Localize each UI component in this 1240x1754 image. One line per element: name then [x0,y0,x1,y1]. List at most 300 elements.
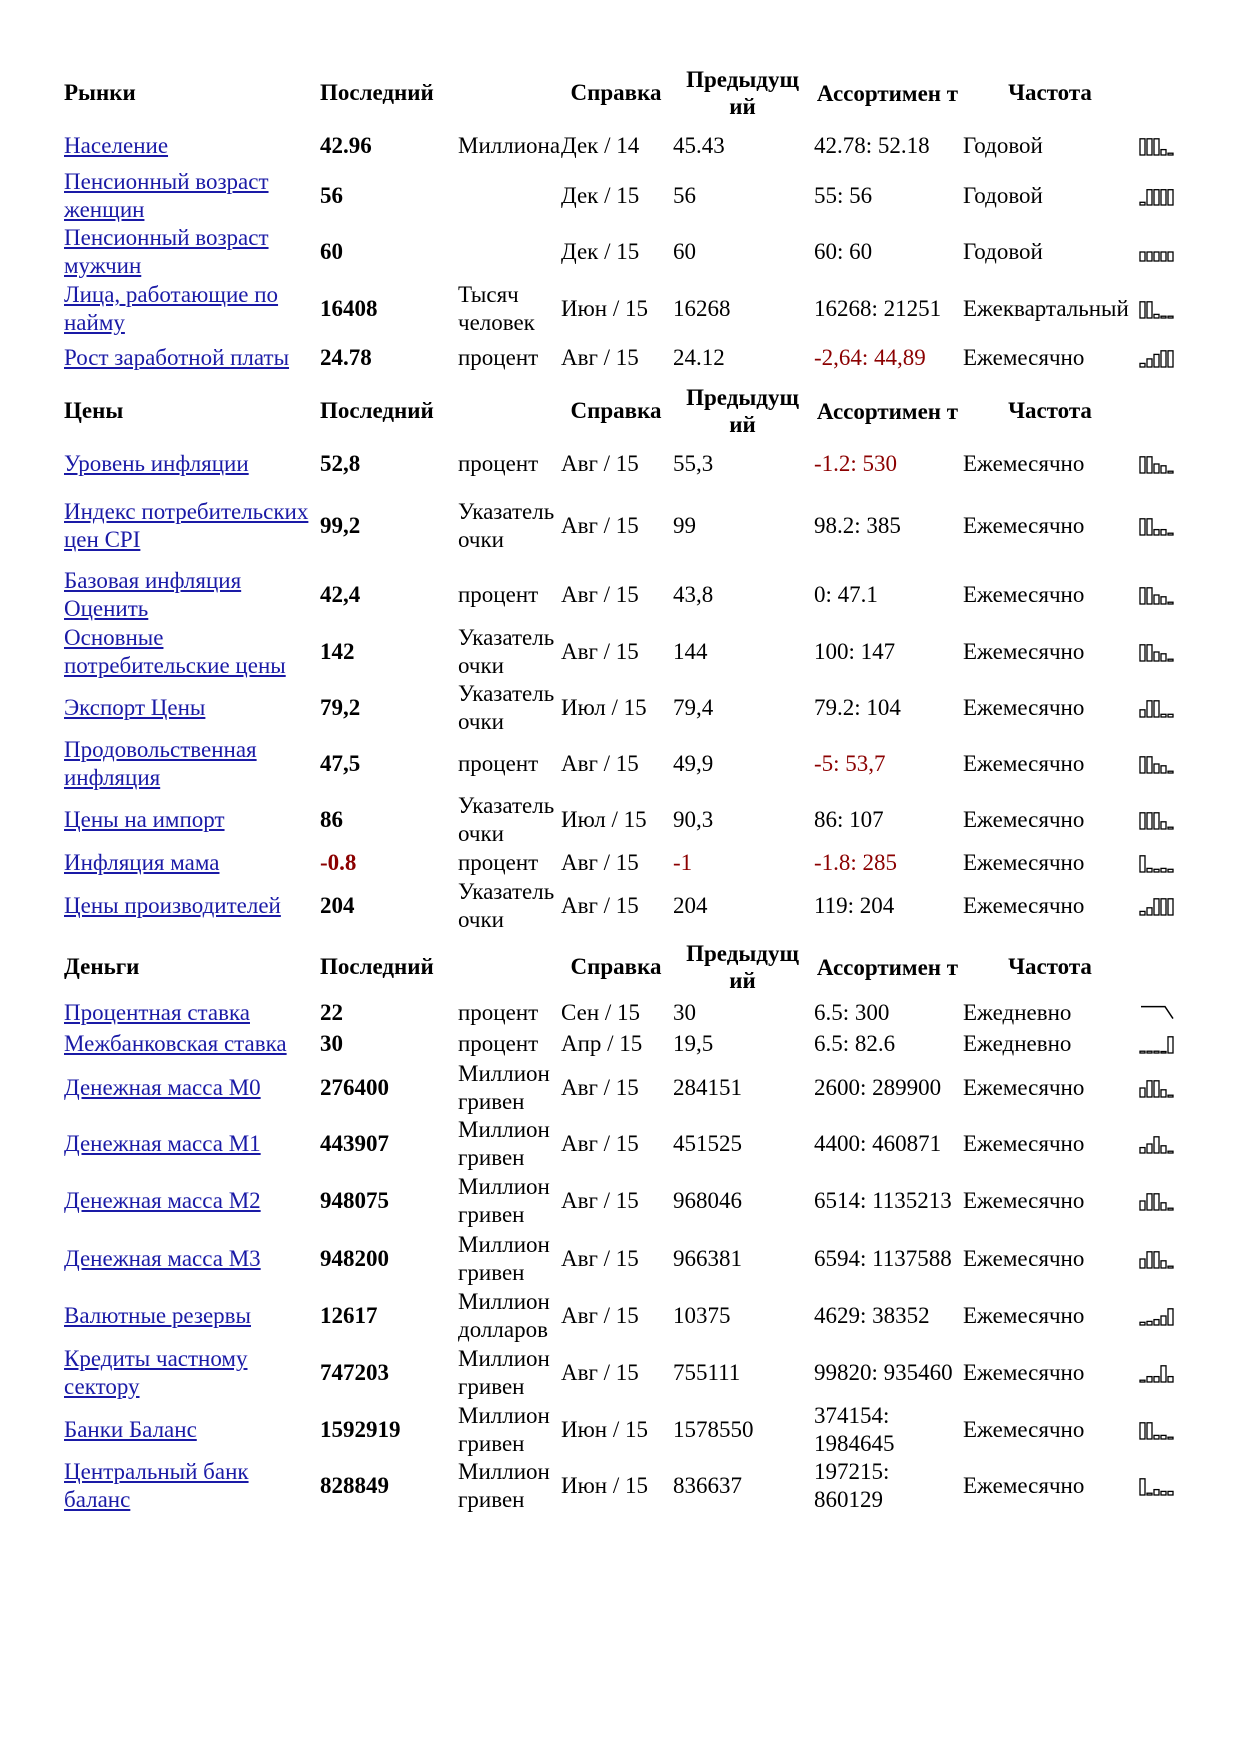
sparkline-cell[interactable] [1137,1458,1192,1514]
last-value: 276400 [320,1075,389,1100]
frequency: Ежемесячно [963,751,1085,776]
indicator-link[interactable]: Основные потребительские цены [64,625,286,678]
sparkline-bar [1140,519,1145,535]
last-value: 12617 [320,1303,378,1328]
frequency: Ежемесячно [963,345,1085,370]
sparkline-bar [1140,363,1145,367]
indicator-link[interactable]: Денежная масса M1 [64,1131,261,1156]
last-value: 142 [320,639,355,664]
indicator-link[interactable]: Население [64,133,169,158]
indicator-link[interactable]: Лица, работающие по найму [64,282,279,335]
col-unit [456,60,559,124]
indicator-link[interactable]: Валютные резервы [64,1303,251,1328]
sparkline-bar [1154,1137,1159,1153]
sparkline-bar [1154,652,1159,661]
unit-label: процент [458,345,539,370]
sparkline-bar [1168,1037,1173,1053]
sparkline-bar [1161,714,1166,717]
indicator-cell [62,168,318,224]
previous-value: 836637 [673,1473,742,1498]
sparkline-bar [1161,597,1166,604]
section-header [62,934,1192,998]
last-value: 79,2 [320,695,361,720]
indicator-cell [62,124,318,168]
unit-label: процент [458,1000,539,1025]
last-value: -0.8 [320,850,357,875]
range-value: 6594: 1137588 [814,1246,952,1271]
range-value: 6.5: 300 [814,1000,890,1025]
sparkline-bar [1140,202,1145,205]
indicator-cell [62,792,318,848]
frequency: Ежемесячно [963,1131,1085,1156]
sparkline-bar [1168,1377,1173,1382]
unit-label: Миллион гривен [458,1061,550,1114]
indicator-document [62,60,1192,1514]
range-value: 55: 56 [814,183,873,208]
sparkline-icon [1139,1078,1175,1098]
col-range: Ассортимен т [816,954,959,980]
table-row [62,566,1192,624]
last-value: 99,2 [320,513,361,538]
table-row [62,1402,1192,1458]
sparkline-bar [1168,827,1173,829]
indicator-link[interactable]: Денежная масса M0 [64,1075,261,1100]
sparkline-cell[interactable] [1137,1060,1192,1116]
sparkline-cell[interactable] [1137,736,1192,792]
indicator-cell [62,280,318,338]
sparkline-bar [1168,190,1173,205]
sparkline-bar [1154,530,1159,535]
last-value: 948075 [320,1188,389,1213]
sparkline-bar [1168,153,1173,155]
sparkline-bar [1147,1144,1152,1153]
previous-value: 10375 [673,1303,731,1328]
indicator-cell [62,442,318,486]
last-value: 86 [320,807,343,832]
frequency: Ежемесячно [963,451,1085,476]
sparkline-cell[interactable] [1137,680,1192,736]
sparkline-cell[interactable] [1137,124,1192,168]
sparkline-bar [1147,302,1152,318]
range-value: 197215: 860129 [814,1459,890,1512]
sparkline-icon [1139,1363,1175,1383]
previous-value: 144 [673,639,708,664]
indicator-cell [62,1230,318,1288]
previous-value: 24.12 [673,345,725,370]
frequency: Годовой [963,133,1043,158]
sparkline-bar [1140,1088,1145,1097]
reference-date: Июн / 15 [561,296,648,321]
sparkline-bar [1168,1095,1173,1097]
sparkline-bar [1140,757,1145,773]
sparkline-icon [1139,896,1175,916]
sparkline-bar [1147,701,1152,717]
table-row [62,442,1192,486]
sparkline-bar [1147,1423,1152,1439]
sparkline-bar [1147,252,1152,261]
indicator-link[interactable]: Уровень инфляции [64,451,249,476]
sparkline-icon [1139,1191,1175,1211]
indicator-link[interactable]: Пенсионный возраст мужчин [64,225,269,278]
previous-value: 284151 [673,1075,742,1100]
col-last: Последний [320,80,434,105]
range-value: 6.5: 82.6 [814,1031,896,1056]
sparkline-bar [1147,1377,1152,1382]
sparkline-icon [1139,186,1175,206]
unit-label: Миллион долларов [458,1289,550,1342]
last-value: 52,8 [320,451,361,476]
range-value: 4400: 460871 [814,1131,942,1156]
reference-date: Июн / 15 [561,1473,648,1498]
col-prev: Предыдущ ий [686,67,799,119]
table-row [62,848,1192,878]
sparkline-bar [1140,1051,1145,1053]
reference-date: Авг / 15 [561,1246,639,1271]
reference-date: Авг / 15 [561,751,639,776]
sparkline-bar [1147,868,1152,872]
sparkline-bar [1154,1490,1159,1495]
frequency: Ежемесячно [963,1360,1085,1385]
frequency: Ежемесячно [963,1075,1085,1100]
sparkline-icon [1139,810,1175,830]
sparkline-bar [1154,1252,1159,1268]
sparkline-cell[interactable] [1137,1028,1192,1060]
range-value: 42.78: 52.18 [814,133,930,158]
range-value: -2,64: 44,89 [814,345,926,370]
frequency: Ежемесячно [963,850,1085,875]
sparkline-bar [1147,519,1152,535]
sparkline-bar [1140,813,1145,829]
frequency: Ежемесячно [963,639,1085,664]
indicator-cell [62,1060,318,1116]
sparkline-bar [1154,869,1159,872]
sparkline-cell[interactable] [1137,566,1192,624]
table-row [62,338,1192,378]
sparkline-icon [1139,242,1175,262]
reference-date: Апр / 15 [561,1031,643,1056]
unit-label: процент [458,1031,539,1056]
table-row [62,1288,1192,1344]
sparkline-bar [1140,856,1145,872]
sparkline-bar [1140,1259,1145,1268]
indicator-link[interactable]: Денежная масса M3 [64,1246,261,1271]
previous-value: 90,3 [673,807,714,832]
sparkline-bar [1140,588,1145,604]
previous-value: 30 [673,1000,696,1025]
indicator-link[interactable]: Пенсионный возраст женщин [64,169,269,222]
indicator-cell [62,1458,318,1514]
sparkline-cell[interactable] [1137,1288,1192,1344]
sparkline-bar [1147,1051,1152,1053]
indicators-table [62,60,1192,1514]
table-row [62,1116,1192,1172]
sparkline-bar [1140,1148,1145,1153]
table-row [62,1060,1192,1116]
reference-date: Дек / 14 [561,133,640,158]
unit-label: Миллион гривен [458,1117,550,1170]
previous-value: 60 [673,239,696,264]
indicator-link[interactable]: Инфляция мама [64,850,220,875]
range-value: 99820: 935460 [814,1360,953,1385]
sparkline-bar [1161,1366,1166,1382]
indicator-cell [62,338,318,378]
sparkline-bar [1154,314,1159,318]
col-freq: Частота [1008,954,1092,979]
sparkline-bar [1140,139,1145,155]
previous-value: 19,5 [673,1031,714,1056]
sparkline-cell[interactable] [1137,442,1192,486]
table-row [62,486,1192,566]
indicator-link[interactable]: Цены на импорт [64,807,225,832]
reference-date: Авг / 15 [561,345,639,370]
table-row [62,998,1192,1028]
sparkline-bar [1140,911,1145,915]
previous-value: 16268 [673,296,731,321]
sparkline-line [1141,1007,1173,1019]
indicator-link[interactable]: Кредиты частному сектору [64,1346,248,1399]
sparkline-bar [1140,457,1145,473]
indicator-cell [62,1344,318,1402]
range-value: 4629: 38352 [814,1303,930,1328]
last-value: 204 [320,893,355,918]
reference-date: Июл / 15 [561,807,647,832]
sparkline-cell[interactable] [1137,792,1192,848]
sparkline-bar [1147,757,1152,773]
indicator-link[interactable]: Банки Баланс [64,1417,197,1442]
sparkline-icon [1139,516,1175,536]
sparkline-bar [1147,645,1152,661]
frequency: Ежедневно [963,1031,1072,1056]
sparkline-bar [1140,1423,1145,1439]
indicator-cell [62,680,318,736]
col-unit [456,378,559,442]
sparkline-icon [1139,1306,1175,1326]
previous-value: 968046 [673,1188,742,1213]
sparkline-bar [1154,1435,1159,1439]
unit-label: Миллиона [458,133,561,158]
last-value: 30 [320,1031,343,1056]
range-value: 119: 204 [814,893,895,918]
sparkline-cell[interactable] [1137,1116,1192,1172]
col-last: Последний [320,954,434,979]
col-freq: Частота [1008,80,1092,105]
sparkline-cell[interactable] [1137,168,1192,224]
range-value: 16268: 21251 [814,296,942,321]
previous-value: 56 [673,183,696,208]
indicator-link[interactable]: Базовая инфляция Оценить [64,568,242,621]
last-value: 24.78 [320,345,372,370]
indicator-cell [62,486,318,566]
sparkline-bar [1161,1052,1166,1054]
sparkline-bar [1161,1203,1166,1210]
sparkline-cell[interactable] [1137,338,1192,378]
indicator-link[interactable]: Цены производителей [64,893,281,918]
sparkline-bar [1147,139,1152,155]
unit-label: Указатель очки [458,681,555,734]
col-chart [1137,934,1192,998]
frequency: Ежемесячно [963,1473,1085,1498]
sparkline-bar [1161,868,1166,872]
frequency: Ежемесячно [963,1417,1085,1442]
sparkline-bar [1161,899,1166,915]
col-range: Ассортимен т [816,398,959,424]
sparkline-bar [1147,588,1152,604]
unit-label: Тысяч человек [458,282,535,335]
sparkline-bar [1168,602,1173,604]
unit-label: Указатель очки [458,499,555,552]
indicator-link[interactable]: Денежная масса M2 [64,1188,261,1213]
reference-date: Сен / 15 [561,1000,641,1025]
frequency: Ежемесячно [963,695,1085,720]
sparkline-bar [1161,1090,1166,1097]
col-freq: Частота [1008,398,1092,423]
sparkline-cell[interactable] [1137,1230,1192,1288]
reference-date: Авг / 15 [561,451,639,476]
sparkline-bar [1161,466,1166,473]
sparkline-bar [1161,1491,1166,1495]
sparkline-bar [1168,869,1173,872]
sparkline-bar [1140,252,1145,261]
sparkline-cell[interactable] [1137,280,1192,338]
sparkline-cell[interactable] [1137,624,1192,680]
indicator-link[interactable]: Центральный банк баланс [64,1459,249,1512]
col-last: Последний [320,398,434,423]
sparkline-bar [1161,1435,1166,1439]
sparkline-bar [1161,316,1166,318]
sparkline-icon [1139,1476,1175,1496]
unit-label: процент [458,751,539,776]
sparkline-cell[interactable] [1137,998,1192,1028]
sparkline-bar [1168,714,1173,717]
indicator-cell [62,1288,318,1344]
reference-date: Июл / 15 [561,695,647,720]
sparkline-bar [1154,1320,1159,1325]
sparkline-icon [1139,853,1175,873]
reference-date: Авг / 15 [561,893,639,918]
sparkline-bar [1154,899,1159,915]
last-value: 47,5 [320,751,361,776]
unit-label: Миллион гривен [458,1459,550,1512]
unit-label: Миллион гривен [458,1174,550,1227]
sparkline-bar [1168,252,1173,261]
previous-value: 43,8 [673,582,714,607]
indicator-link[interactable]: Экспорт Цены [64,695,206,720]
unit-label: Указатель очки [458,625,555,678]
sparkline-cell[interactable] [1137,486,1192,566]
sparkline-bar [1147,1252,1152,1268]
sparkline-bar [1161,252,1166,261]
table-row [62,124,1192,168]
unit-label: Указатель очки [458,879,555,932]
last-value: 948200 [320,1246,389,1271]
sparkline-bar [1140,645,1145,661]
sparkline-cell[interactable] [1137,1402,1192,1458]
col-unit [456,934,559,998]
table-row [62,1172,1192,1230]
sparkline-cell[interactable] [1137,1172,1192,1230]
unit-label: процент [458,582,539,607]
previous-value: 79,4 [673,695,714,720]
range-value: 86: 107 [814,807,884,832]
indicator-link[interactable]: Межбанковская ставка [64,1031,287,1056]
unit-label: процент [458,451,539,476]
indicator-link[interactable]: Индекс потребительских цен CPI [64,499,309,552]
indicator-link[interactable]: Продовольственная инфляция [64,737,257,790]
sparkline-bar [1161,654,1166,661]
frequency: Ежеквартальный [963,296,1129,321]
sparkline-bar [1168,1309,1173,1325]
range-value: 0: 47.1 [814,582,878,607]
sparkline-bar [1161,150,1166,155]
col-prev: Предыдущ ий [686,941,799,993]
range-value: 2600: 289900 [814,1075,942,1100]
sparkline-bar [1161,1316,1166,1325]
table-row [62,624,1192,680]
range-value: -1.2: 530 [814,451,898,476]
col-range: Ассортимен т [816,80,959,106]
sparkline-icon [1139,299,1175,319]
table-row [62,1028,1192,1060]
table-row [62,1458,1192,1514]
sparkline-bar [1168,351,1173,367]
section-header [62,60,1192,124]
sparkline-cell[interactable] [1137,224,1192,280]
sparkline-bar [1147,1493,1152,1495]
sparkline-icon [1139,1249,1175,1269]
table-row [62,736,1192,792]
reference-date: Авг / 15 [561,1188,639,1213]
sparkline-bar [1140,710,1145,717]
sparkline-bar [1154,190,1159,205]
section-title: Рынки [64,80,136,105]
col-prev: Предыдущ ий [686,385,799,437]
sparkline-bar [1154,252,1159,261]
indicator-link[interactable]: Процентная ставка [64,1000,250,1025]
indicator-cell [62,736,318,792]
previous-value: 966381 [673,1246,742,1271]
reference-date: Авг / 15 [561,1303,639,1328]
sparkline-bar [1161,190,1166,205]
section-title: Деньги [64,954,140,979]
col-chart [1137,378,1192,442]
sparkline-bar [1168,1437,1173,1439]
sparkline-bar [1154,464,1159,473]
sparkline-cell[interactable] [1137,1344,1192,1402]
previous-value: 55,3 [673,451,714,476]
last-value: 828849 [320,1473,389,1498]
reference-date: Авг / 15 [561,1360,639,1385]
reference-date: Дек / 15 [561,183,640,208]
sparkline-icon [1139,136,1175,156]
reference-date: Июн / 15 [561,1417,648,1442]
table-row [62,1344,1192,1402]
reference-date: Авг / 15 [561,850,639,875]
last-value: 747203 [320,1360,389,1385]
reference-date: Авг / 15 [561,582,639,607]
range-value: 100: 147 [814,639,896,664]
sparkline-bar [1154,1194,1159,1210]
sparkline-bar [1140,1479,1145,1495]
sparkline-bar [1147,457,1152,473]
sparkline-cell[interactable] [1137,878,1192,934]
last-value: 443907 [320,1131,389,1156]
col-ref: Справка [570,954,662,979]
sparkline-bar [1154,701,1159,717]
range-value: 79.2: 104 [814,695,901,720]
sparkline-cell[interactable] [1137,848,1192,878]
sparkline-bar [1168,316,1173,318]
indicator-link[interactable]: Рост заработной платы [64,345,290,370]
